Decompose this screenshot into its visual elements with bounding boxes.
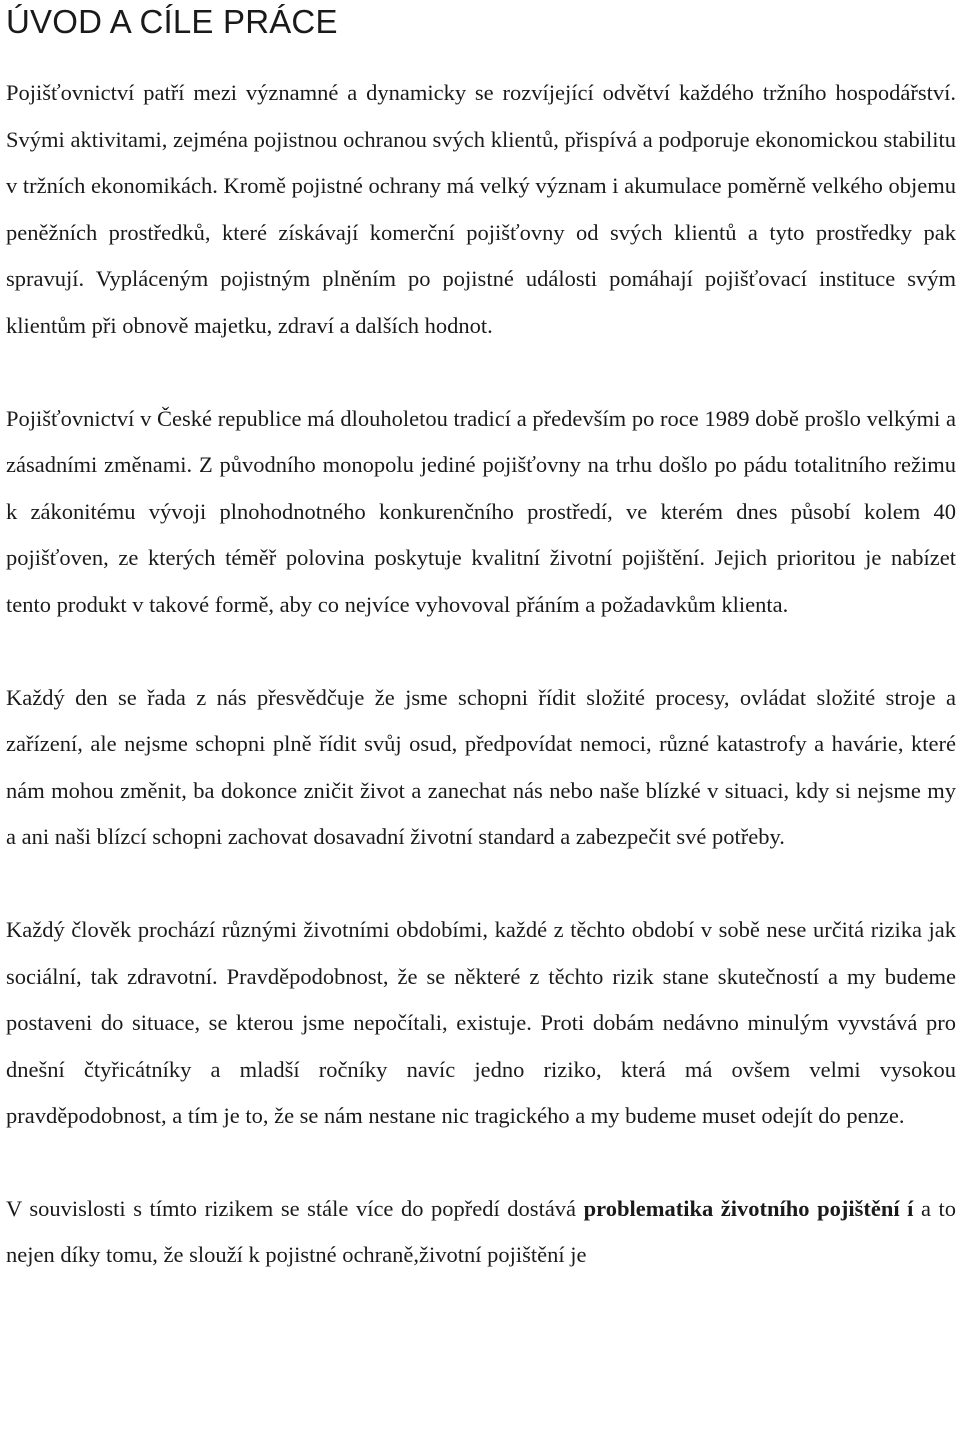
paragraph-czech-insurance: Pojišťovnictví v České republice má dlouholetou tradicí a především po roce 1989 době prošlo velkými a zásadními změnami. Z původního monopolu jediné pojišťovny na trhu došlo po pádu totalitního režimu k zákonitému vývoji plnohodnotného konkurenčního prostředí, ve kterém dnes působí kolem 40 pojišťoven, ze kterých téměř polovina poskytuje kvalitní životní pojištění. Jejich prioritou je nabízet tento produkt v takové formě, aby co nejvíce vyhovoval přáním a požadavkům klienta. <box>6 405 956 617</box>
bold-term: problematika životního pojištění í <box>583 1195 914 1221</box>
paragraph-daily-risks: Každý den se řada z nás přesvědčuje že jsme schopni řídit složité procesy, ovládat složité stroje a zařízení, ale nejsme schopni plně řídit svůj osud, předpovídat nemoci, různé katastrofy a havárie, které nám mohou změnit, ba dokonce zničit život a zanechat nás nebo naše blízké v situaci, kdy si nejsme my a ani naši blízcí schopni zachovat dosavadní životní standard a zabezpečit své potřeby. <box>6 684 956 850</box>
document-page <box>6 0 956 1279</box>
paragraph-intro: Pojišťovnictví patří mezi významné a dynamicky se rozvíjející odvětví každého tržního hospodářství. Svými aktivitami, zejména pojistnou ochranou svých klientů, přispívá a podporuje ekonomickou stabilitu v tržních ekonomikách. Kromě pojistné ochrany má velký význam i akumulace poměrně velkého objemu peněžních prostředků, které získávají komerční pojišťovny od svých klientů a tyto prostředky pak spravují. Vypláceným pojistným plněním po pojistné události pomáhají pojišťovací instituce svým klientům při obnově majetku, zdraví a dalších hodnot. <box>6 80 956 338</box>
paragraph-lead-text: V souvislosti s tímto rizikem se stále více do popředí dostává <box>6 1195 584 1221</box>
paragraph-life-insurance <box>6 1186 956 1279</box>
page-title: ÚVOD A CÍLE PRÁCE <box>6 3 338 40</box>
paragraph-tail-text: a to nejen díky tomu, že slouží k pojistné ochraně,životní pojištění je <box>6 1195 956 1268</box>
paragraph-life-periods: Každý člověk prochází různými životními obdobími, každé z těchto období v sobě nese určitá rizika jak sociální, tak zdravotní. Pravděpodobnost, že se některé z těchto rizik stane skutečností a my budeme postaveni do situace, se kterou jsme nepočítali, existuje. Proti dobám nedávno minulým vyvstává pro dnešní čtyřicátníky a mladší ročníky navíc jedno riziko, která má ovšem velmi vysokou pravděpodobnost, a tím je to, že se nám nestane nic tragického a my budeme muset odejít do penze. <box>6 916 956 1129</box>
